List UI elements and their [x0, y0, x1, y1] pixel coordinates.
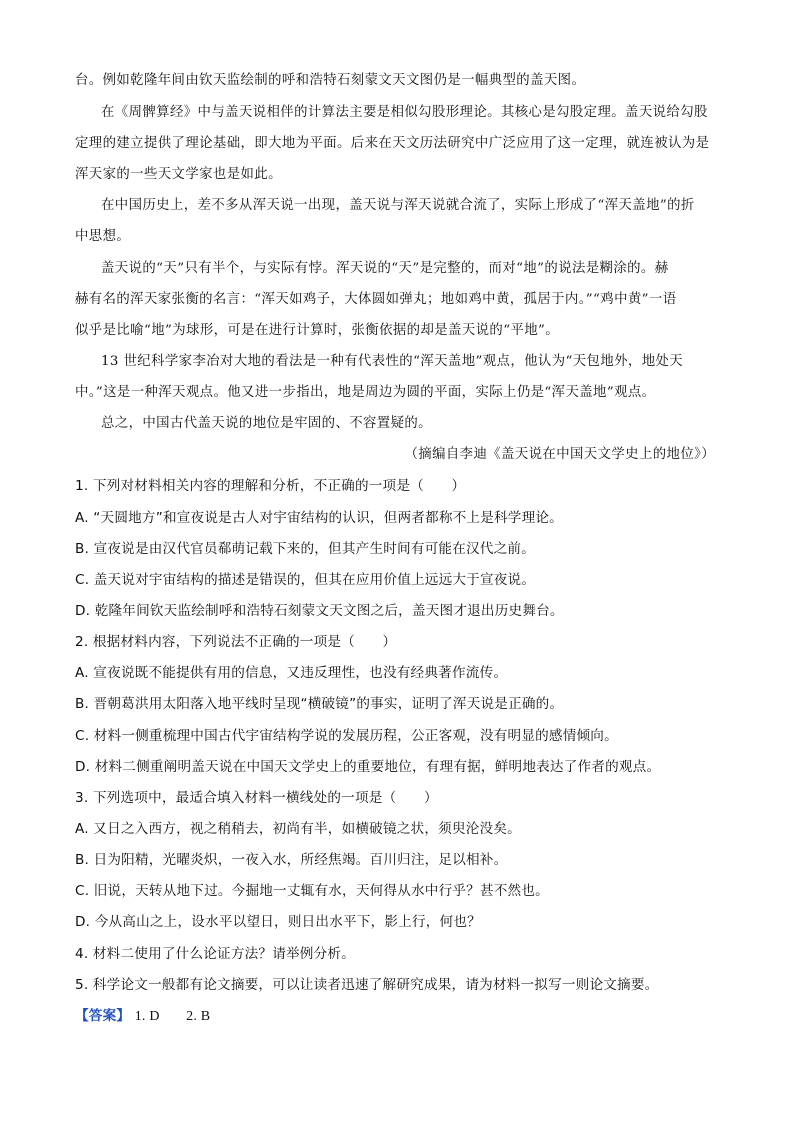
- question-3-stem: 3. 下列选项中，最适合填入材料一横线处的一项是（ ）: [75, 790, 438, 806]
- question-option: C. 盖天说对宇宙结构的描述是错误的，但其在应用价值上远远大于宣夜说。: [75, 572, 536, 588]
- question-option: D. 乾隆年间钦天监绘制呼和浩特石刻蒙文天文图之后，盖天图才退出历史舞台。: [75, 603, 564, 619]
- question-option: C. 旧说，天转从地下过。今掘地一丈辄有水，天何得从水中行乎？甚不然也。: [75, 883, 549, 899]
- passage-line: 在中国历史上，差不多从浑天说一出现，盖天说与浑天说就合流了，实际上形成了“浑天盖地”的折: [101, 198, 695, 213]
- question-5-stem: 5. 科学论文一般都有论文摘要，可以让读者迅速了解研究成果，请为材料一拟写一则论文摘要。: [75, 977, 659, 993]
- passage-line: 中思想。: [75, 229, 131, 244]
- question-1-stem: 1. 下列对材料相关内容的理解和分析，不正确的一项是（ ）: [75, 478, 466, 494]
- answer-q2: 2. B: [186, 1009, 211, 1024]
- question-option: C. 材料一侧重梳理中国古代宇宙结构学说的发展历程，公正客观，没有明显的感情倾向。: [75, 728, 618, 744]
- question-option: A. 又日之入西方，视之稍稍去，初尚有半，如横破镜之状，须臾沦没矣。: [75, 821, 521, 837]
- answer-tag: 【答案】: [75, 1008, 131, 1024]
- passage-line: 中。”这是一种浑天观点。他又进一步指出，地是周边为圆的平面，实际上仍是“浑天盖地”观点。: [75, 385, 656, 400]
- passage-line: 浑天家的一些天文学家也是如此。: [75, 167, 282, 182]
- citation: （摘编自李迪《盖天说在中国天文学史上的地位》）: [404, 447, 715, 462]
- passage-line: 盖天说的“天”只有半个，与实际有悖。浑天说的“天”是完整的，而对“地”的说法是糊涂的。赫: [101, 261, 669, 276]
- question-option: A. “天圆地方”和宣夜说是古人对宇宙结构的认识，但两者都称不上是科学理论。: [75, 510, 563, 526]
- question-option: A. 宣夜说既不能提供有用的信息，又违反理性，也没有经典著作流传。: [75, 665, 508, 681]
- question-option: D. 今从高山之上，设水平以望日，则日出水平下，影上行，何也？: [75, 914, 481, 930]
- passage-line: 在《周髀算经》中与盖天说相伴的计算法主要是相似勾股形理论。其核心是勾股定理。盖天说给勾股: [101, 105, 708, 120]
- passage-line: 13 世纪科学家李冶对大地的看法是一种有代表性的“浑天盖地”观点，他认为“天包地外，地处天: [101, 354, 684, 369]
- question-option: D. 材料二侧重阐明盖天说在中国天文学史上的重要地位，有理有据，鲜明地表达了作者的观点。: [75, 759, 661, 775]
- answer-line: [75, 1004, 210, 1025]
- question-option: B. 晋朝葛洪用太阳落入地平线时呈现“横破镜”的事实，证明了浑天说是正确的。: [75, 696, 564, 712]
- passage-line: 似乎是比喻“地”为球形，可是在进行计算时，张衡依据的却是盖天说的“平地”。: [75, 323, 560, 338]
- passage-line: 台。例如乾隆年间由钦天监绘制的呼和浩特石刻蒙文天文图仍是一幅典型的盖天图。: [75, 73, 586, 88]
- passage-line: 定理的建立提供了理论基础，即大地为平面。后来在天文历法研究中广泛应用了这一定理，就连被认为是: [75, 136, 710, 151]
- question-2-stem: 2. 根据材料内容，下列说法不正确的一项是（ ）: [75, 634, 397, 650]
- question-option: B. 宣夜说是由汉代官员郗萌记载下来的，但其产生时间有可能在汉代之前。: [75, 541, 535, 557]
- passage-line: 总之，中国古代盖天说的地位是牢固的、不容置疑的。: [101, 416, 432, 431]
- passage-line: 赫有名的浑天家张衡的名言：“浑天如鸡子，大体圆如弹丸；地如鸡中黄，孤居于内。”“鸡中黄”一语: [75, 292, 677, 307]
- question-option: B. 日为阳精，光曜炎炽，一夜入水，所经焦竭。百川归注，足以相补。: [75, 852, 508, 868]
- question-4-stem: 4. 材料二使用了什么论证方法？请举例分析。: [75, 946, 355, 962]
- answer-q1: 1. D: [134, 1009, 160, 1024]
